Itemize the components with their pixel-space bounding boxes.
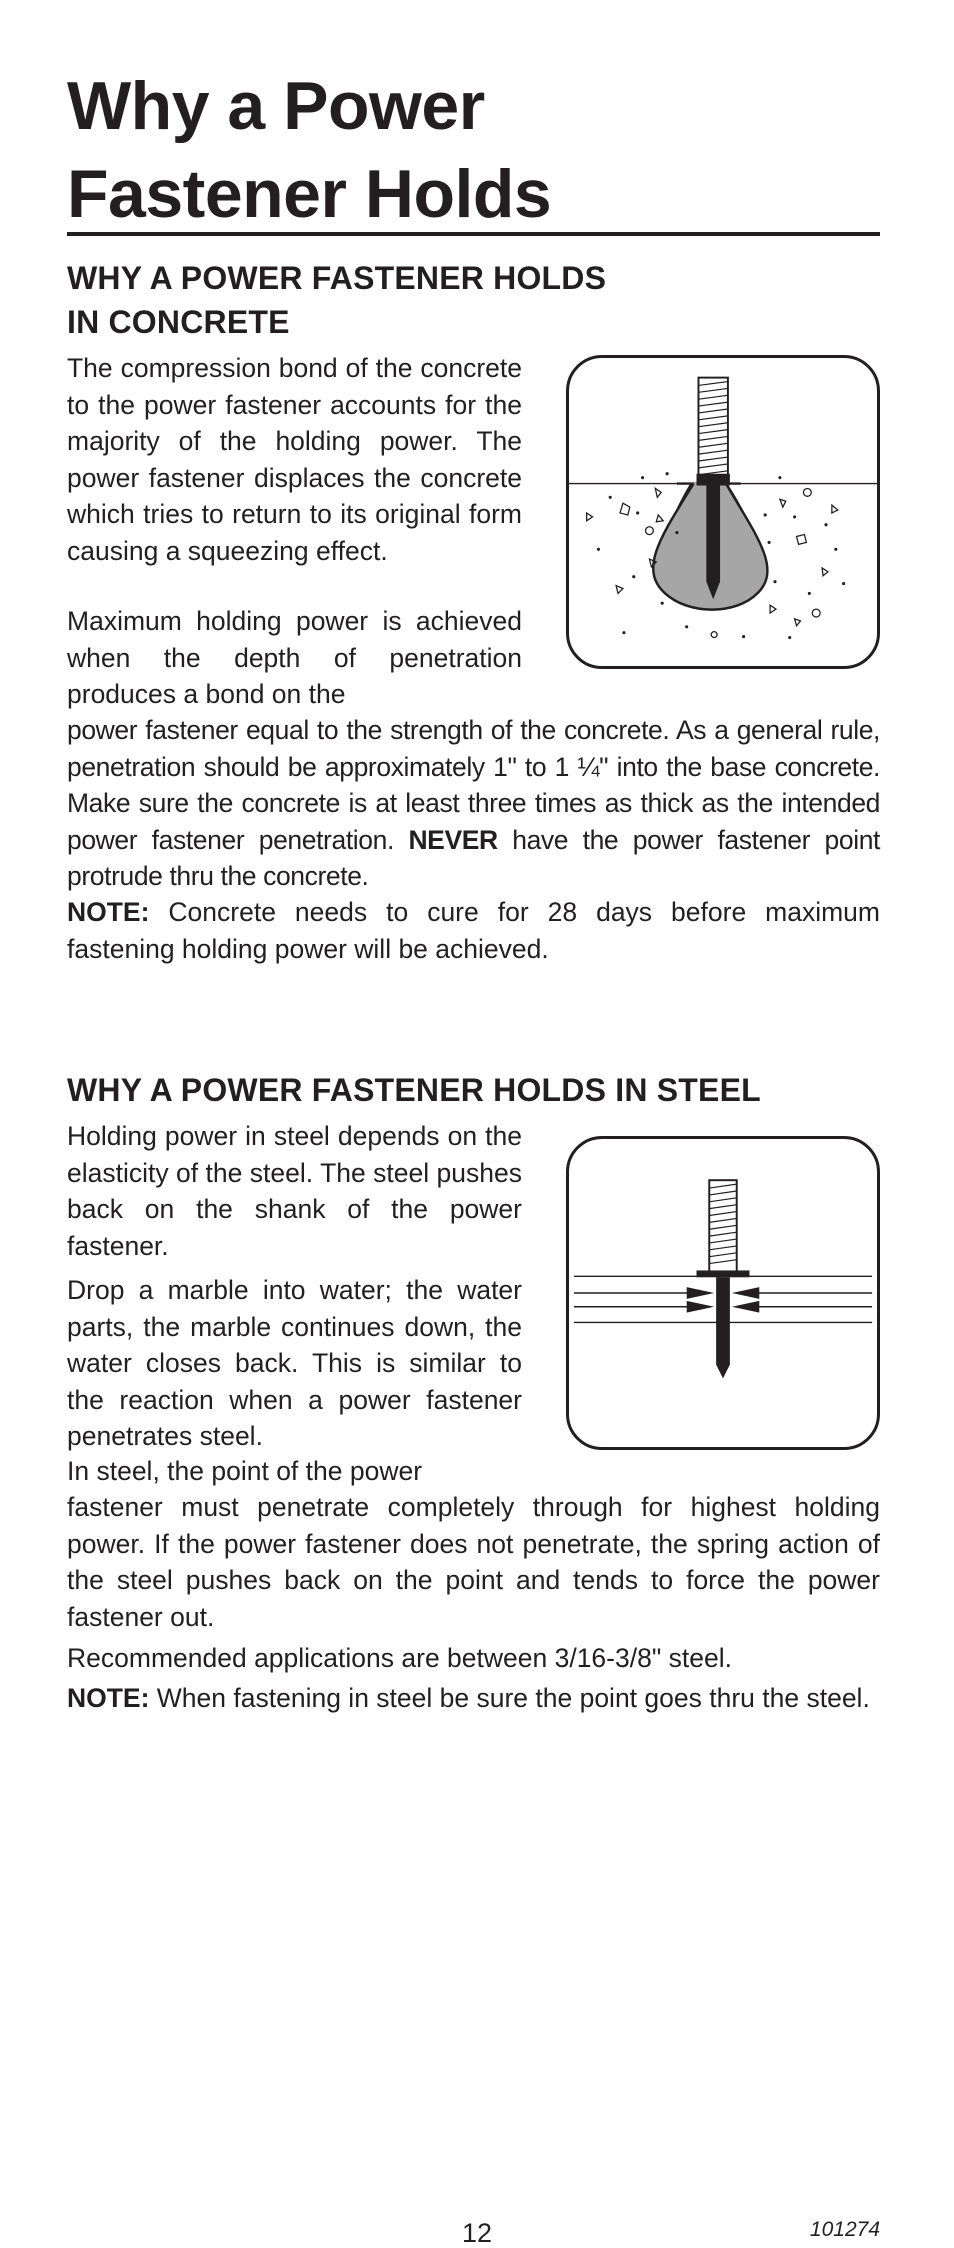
concrete-paragraph-2-end: have the power fastener point protrude thru the concrete. xyxy=(67,824,880,891)
concrete-paragraph-2-start: Maximum holding power is achieved when the depth of penetration produces a bond on the xyxy=(67,606,522,709)
concrete-paragraph-2-continued xyxy=(67,712,880,895)
steel-note xyxy=(67,1680,880,1717)
concrete-heading-line-1: WHY A POWER FASTENER HOLDS xyxy=(67,260,607,296)
page-title-line-2: Fastener Holds xyxy=(67,156,552,232)
title-divider xyxy=(67,232,880,236)
steel-paragraph-2: Drop a marble into water; the water parts, the marble continues down, the water closes back. This is similar to the reaction when a power fastener penetrates steel. xyxy=(67,1275,522,1451)
concrete-heading-line-2: IN CONCRETE xyxy=(67,304,290,340)
steel-note-label: NOTE: xyxy=(67,1683,150,1713)
concrete-section-heading xyxy=(67,256,887,344)
steel-paragraph-3-start: In steel, the point of the power xyxy=(67,1456,423,1486)
page-title xyxy=(67,62,887,238)
document-code: 101274 xyxy=(809,2218,880,2241)
steel-note-text: When fastening in steel be sure the point goes thru the steel. xyxy=(149,1683,870,1713)
concrete-paragraph-2-text: power fastener equal to the strength of the concrete. As a general rule, penetration should be approximately 1" to 1 ¼" into the base concrete. Make sure the concrete is at least three times as thick as the intended power fastener penetration. xyxy=(67,715,880,855)
page-title-line-1: Why a Power xyxy=(67,68,485,144)
concrete-note xyxy=(67,894,880,967)
never-warning-word: NEVER xyxy=(408,824,498,855)
steel-paragraph-4: Recommended applications are between 3/16-3/8" steel. xyxy=(67,1643,732,1673)
steel-section-heading: WHY A POWER FASTENER HOLDS IN STEEL xyxy=(67,1072,761,1108)
steel-diagram-icon xyxy=(569,1139,877,1447)
concrete-note-label: NOTE: xyxy=(67,897,150,927)
concrete-diagram-icon xyxy=(569,358,877,666)
fastener-in-concrete-illustration xyxy=(566,355,880,669)
page-number: 12 xyxy=(461,2218,493,2248)
concrete-note-text: Concrete needs to cure for 28 days before maximum fastening holding power will be achieved. xyxy=(67,897,880,964)
steel-paragraph-1: Holding power in steel depends on the elasticity of the steel. The steel pushes back on the shank of the power fastener. xyxy=(67,1121,522,1261)
fastener-in-steel-illustration xyxy=(566,1136,880,1450)
concrete-paragraph-1: The compression bond of the concrete to the power fastener accounts for the majority of the holding power. The power fastener displaces the concrete which tries to return to its original form causing a squeezing effect. xyxy=(67,353,522,566)
steel-paragraph-3-continued: fastener must penetrate completely through for highest holding power. If the power fastener does not penetrate, the spring action of the steel pushes back on the point and tends to force the power fastener out. xyxy=(67,1492,880,1632)
